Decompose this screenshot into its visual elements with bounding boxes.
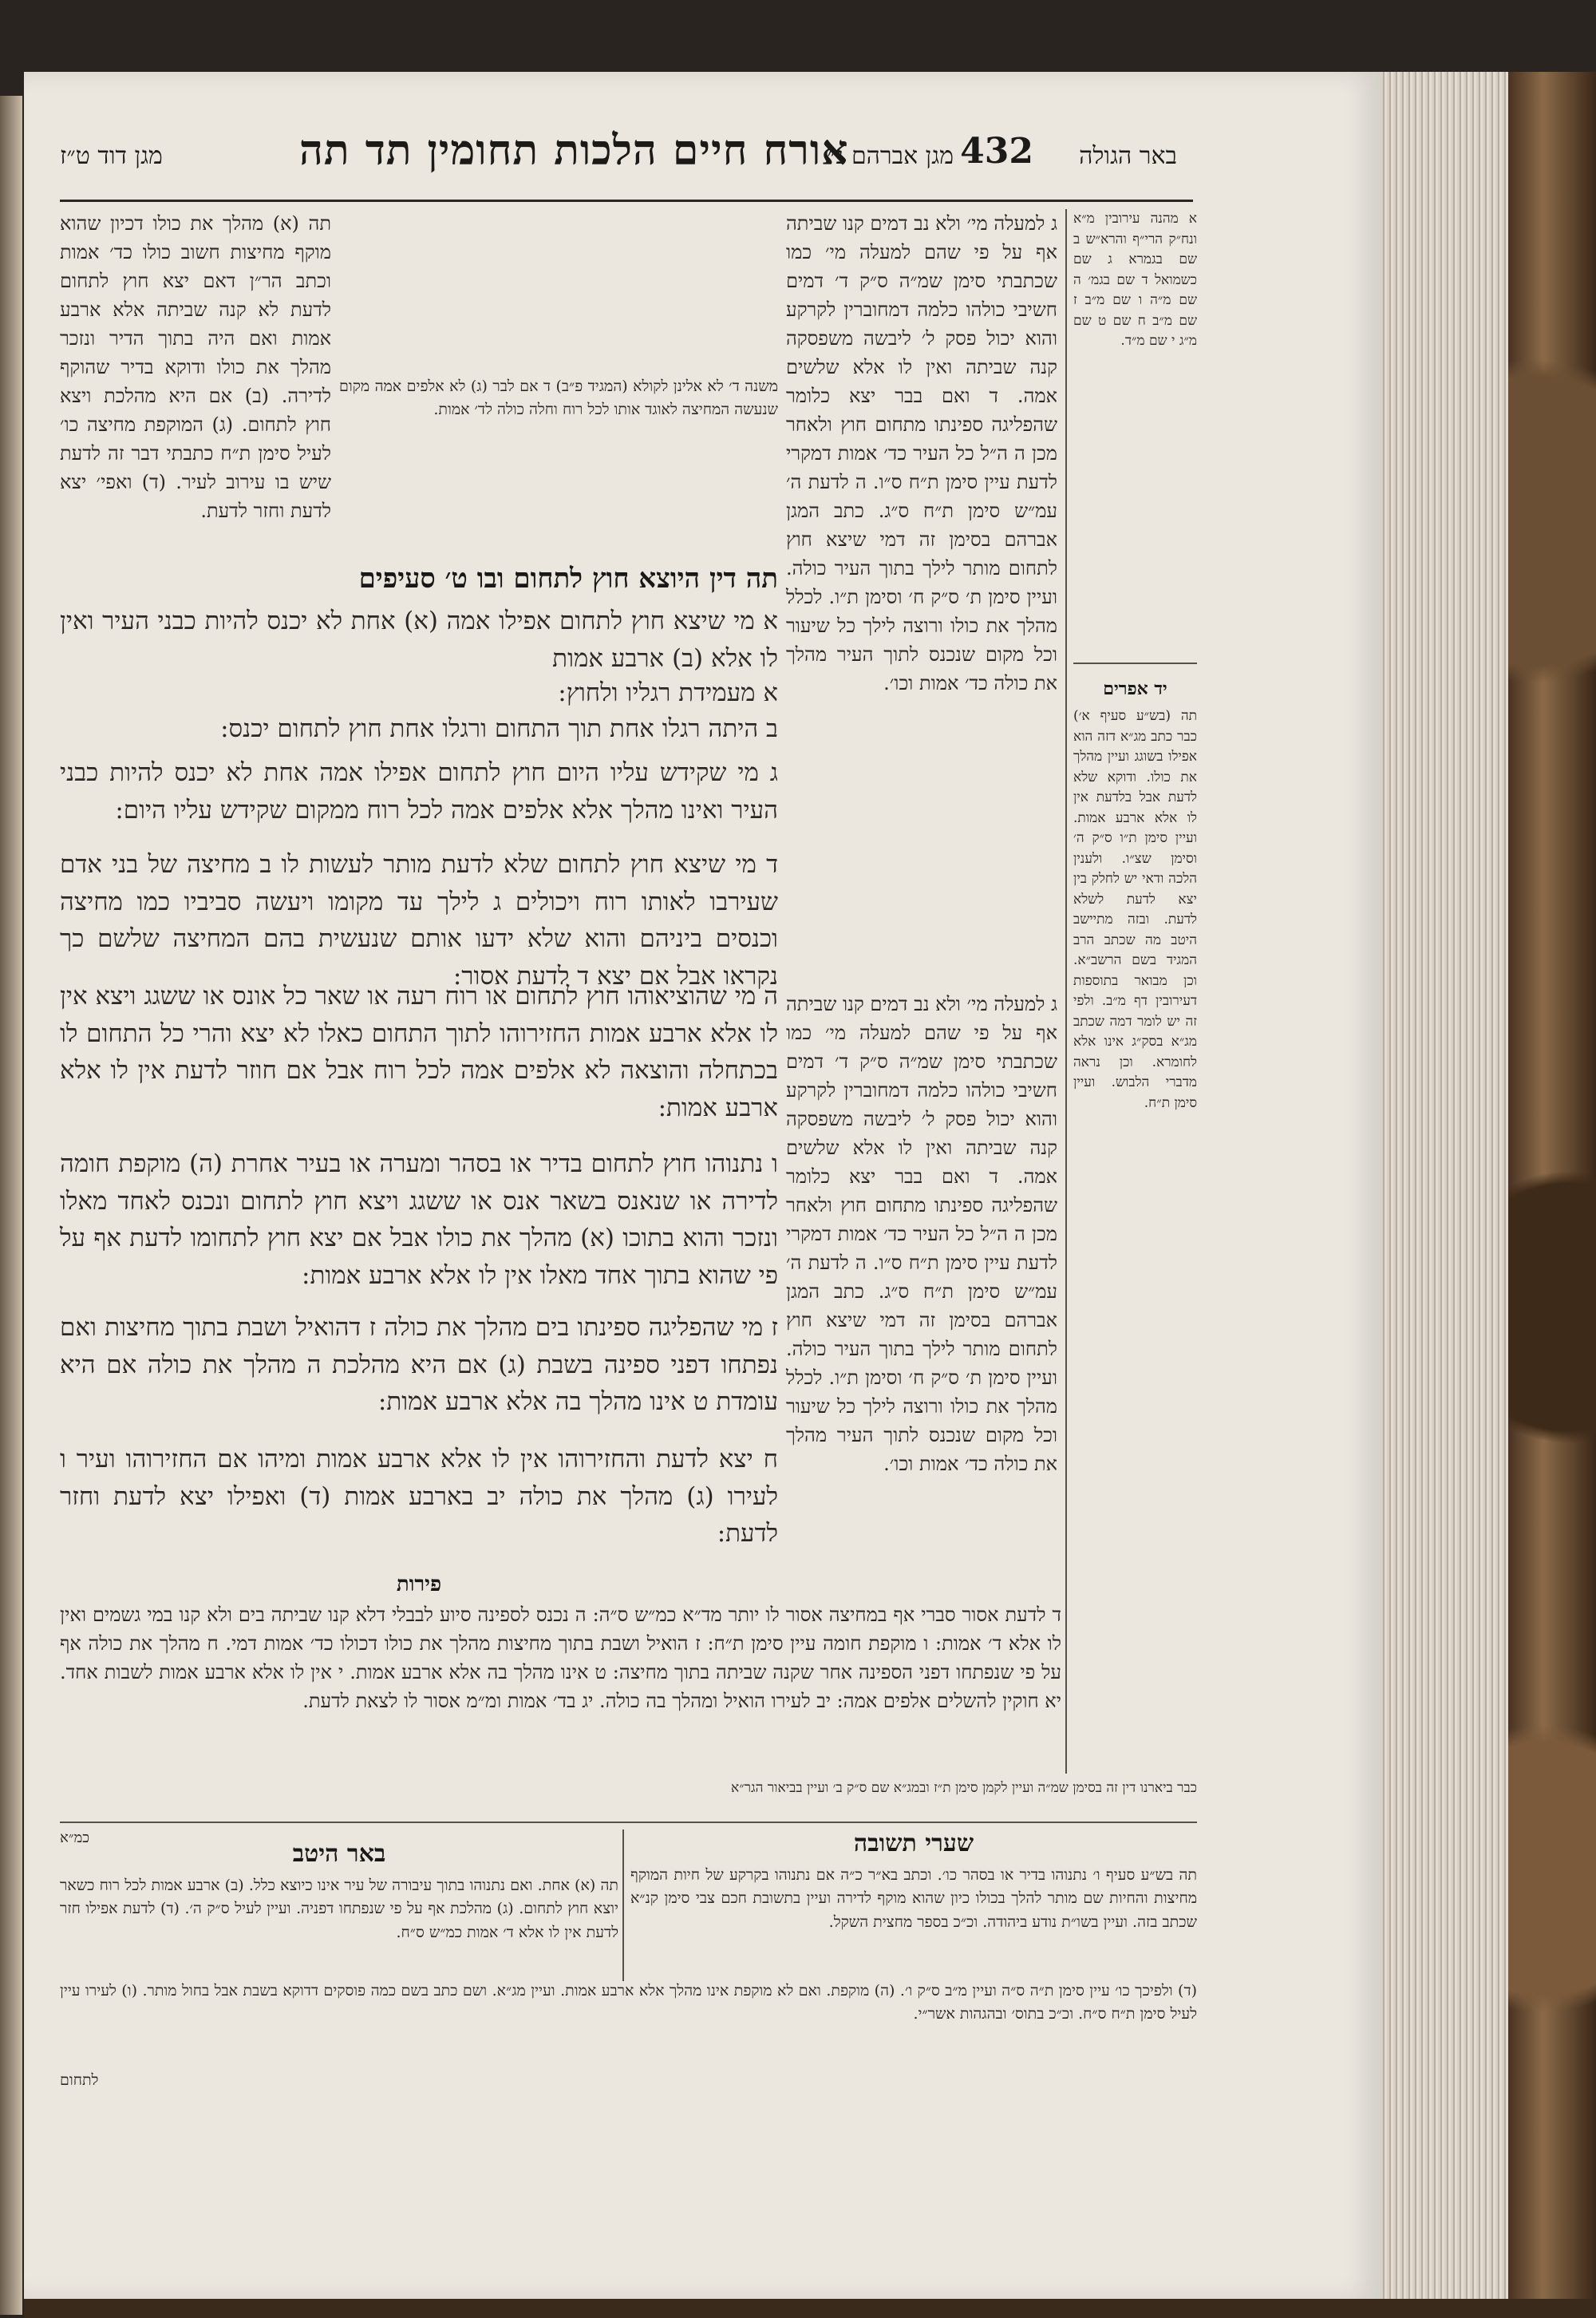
header-magen-avraham: מגן אברהם נ״: [827, 142, 954, 170]
center-small-text: משנה ד׳ לא אלינן לקולא (המגיד פ״ב) ד אם לבר (ג) לא אלפים אמה מקום שנעשה המחיצה לאוגד אותו לכל רוח וחלה כולה לד׳ אמות.: [339, 378, 778, 419]
footnote-line: כבר ביארנו דין זה בסימן שמ״ה ועיין לקמן סימן ת״ז ובמג״א שם ס״ק ב׳ ועיין בביאור הגר״א: [731, 1780, 1197, 1796]
small-stamp: כמ״א: [60, 1829, 90, 1846]
siman-heading: תה דין היוצא חוץ לתחום ובו ט׳ סעיפים: [358, 563, 778, 595]
left-page-edge: [0, 96, 22, 2315]
magen-avraham-continued: ג למעלה מי׳ ולא נב דמים קנו שביתה אף על פי שהם למעלה מי׳ כמו שכתבתי סימן שמ״ה ס״ק ד׳ דמים חשיבי כולהו כלמה דמחוברין לקרקע והוא יכול פסק ל׳ ליבשה משפסקה קנה שביתה ואין לו אלא שלשים אמה. ד ואם בבר יצא כלומר שהפליגה ספינתו מתחום חוץ ולאחר מכן ה ה״ל כל העיר כד׳ אמות דמקרי לדעת עיין סימן ת״ח ס״ו. ה לדעת ה׳ עמ״ש סימן ת״ח ס״ג. כתב המגן אברהם בסימן זה דמי שיצא חוץ לתחום מותר לילך בתוך העיר כולה. ועיין סימן ת׳ ס״ק ח׳ וסימן ת״ו. לכלל מהלך את כולו ורוצה לילך כל שיעור וכל מקום שנכנס לתוך העיר מהלך את כולה כד׳ אמות וכו׳.: [786, 993, 1057, 1475]
bottom-left-word: לתחום: [60, 2071, 99, 2089]
margin-vertical-rule: [1065, 209, 1067, 1774]
book-binding: [1508, 72, 1596, 2318]
yad-efraim-heading: יד אפרים: [1103, 678, 1167, 699]
beer-hagolah-column: א מהנה עירובין מ״א ונח״ק הרי״ף והרא״ש ב שם בגמרא ג שם כשמואל ד שם בגמ׳ ה שם מ״ה ו שם מ״ב ז שם מ״ב ח שם ט שם מ״ג י שם מ״ד.: [1073, 211, 1197, 349]
beer-heitev-text: תה (א) אחת. ואם נתנוהו בתוך עיבורה של עיר אינו כיוצא כלל. (ב) ארבע אמות לכל רוח כשאר יוצא חוץ לתחום. (ג) מהלכת אף על פי שנפתחו דפניה. ועיין לעיל ס״ק ה׳. (ד) לדעת אפילו חזר לדעת אין לו אלא ד׳ אמות כמ״ש ס״ח.: [60, 1877, 618, 1941]
header-beer-hagolah: באר הגולה: [1079, 142, 1177, 170]
seif-a-tail: א מעמידת רגליו ולחוץ:: [558, 678, 778, 707]
running-header: [60, 126, 1177, 198]
shaarei-teshuva-text: תה בש״ע סעיף ו׳ נתנוהו בדיר או בסהר כו׳. וכתב בא״ר כ״ה אם נתנוהו בקרקע של חיות המוקף מחיצות והחיות שם מותר להלך בכולו כיון שהוא מוקף לדירה ועיין בתשובת חכם צבי סימן קנ״א שכתב בזה. ועיין בשו״ת נודע ביהודה. וכ״כ בספר מחצית השקל.: [630, 1866, 1197, 1931]
page-title: אורח חיים הלכות תחומין תד תה: [299, 126, 849, 175]
seif-b: ב היתה רגלו אחת תוך התחום ורגלו אחת חוץ לתחום יכנס:: [220, 714, 778, 743]
lower-vertical-rule: [622, 1829, 624, 1981]
taz-column: תה (א) מהלך את כולו דכיון שהוא מוקף מחיצות חשוב כולו כד׳ אמות וכתב הר״ן דאם יצא חוץ לתחום לדעת לא קנה שביתה אלא ארבע אמות ואם היה בתוך הדיר ונזכר מהלך את כולו ודוקא בדיר שהוקף לדירה. (ב) אם היא מהלכת ויצא חוץ לתחום. (ג) המוקפת מחיצה כו׳ לעיל סימן ת״ח כתבתי דבר זה לדעת שיש בו עירוב לעיר. (ד) ואפי׳ יצא לדעת וחזר לדעת.: [60, 212, 331, 522]
seif-h2: ח יצא לדעת והחזירוהו אין לו אלא ארבע אמות ומיהו אם החזירוהו ועיר ו לעירו (ג) מהלך את כולה יב בארבע אמות (ד) ואפילו יצא לדעת וחזר לדעת:: [60, 1445, 778, 1548]
perushim-text: ד לדעת אסור סברי אף במחיצה אסור לו יותר מד״א כמ״ש ס״ה: ה נכנס לספינה סיוע לבבלי דלא קנו שביתה בים ולא קנו במי גשמים ואין לו אלא ד׳ אמות: ו מוקפת חומה עיין סימן ת״ח: ז הואיל ושבת בתוך מחיצות מהלך את כולו דכולו כד׳ אמות דמי. ח מהלך את כולה אף על פי שנפתחו דפני הספינה אחר שקנה שביתה בתוך מחיצה: ט אינו מהלך בה אלא ארבע אמות. י אין לו אלא ארבע אמות לשבות אחד. יא חוקין להשלים אלפים אמה: יב לעירו הואיל ומהלך בה כולה. יג בד׳ אמות ומ״מ אסור לו לצאת לדעת.: [60, 1604, 1061, 1712]
shaarei-teshuva-heading: שערי תשובה: [853, 1829, 974, 1857]
seif-d: ד מי שיצא חוץ לתחום שלא לדעת מותר לעשות לו ב מחיצה של בני אדם שעירבו לאותו רוח ויכולים ג לילך עד מקומו ויעשה סביביו כמו מחיצה וכנסים ביניהם והוא שלא ידעו אותם שנעשית בהם המחיצה שלשם כך נקראו אבל אם יצא ד לדעת אסור:: [60, 850, 778, 991]
page-number: 432: [960, 131, 1033, 172]
lower-section-rule: [60, 1822, 1197, 1823]
bottom-notes: (ד) ולפיכך כו׳ עיין סימן ת״ה ס״ה ועיין מ״ב ס״ק ו׳. (ה) מוקפת. ואם לא מוקפת אינו מהלך אלא ארבע אמות. ועיין מג״א. ושם כתב בשם כמה פוסקים דדוקא בשבת אבל בחול מותר. (ו) לעירו עיין לעיל סימן ת״ח ס״ח. וכ״כ בתוס׳ ובהגהות אשר״י.: [60, 1982, 1197, 2023]
header-magen-david: מגן דוד ט״ז: [60, 142, 163, 170]
seif-h: ה מי שהוציאוהו חוץ לתחום או רוח רעה או שאר כל אונס או ששגג ויצא אין לו אלא ארבע אמות החזירוהו לתוך התחום כאלו לא יצא והרי כל התחום לו בכתחלה והוצאה לא אלפים אמה לכל רוח אבל אם חוזר לדעת אין לו אלא ארבע אמות:: [60, 982, 778, 1122]
beer-hagolah-divider: [1073, 663, 1197, 664]
beer-heitev-heading: באר היטב: [292, 1840, 386, 1868]
book-cover-bottom: [24, 2299, 1596, 2318]
seif-g: ג מי שקידש עליו היום חוץ לתחום אפילו אמה אחת לא יכנס להיות כבני העיר ואינו מהלך אלא אלפים אמה לכל רוח ממקום שקידש עליו היום:: [60, 758, 778, 825]
page-edges: [1381, 72, 1508, 2299]
seif-a: א מי שיצא חוץ לתחום אפילו אמה (א) אחת לא יכנס להיות כבני העיר ואין לו אלא (ב) ארבע אמות: [60, 607, 778, 673]
header-rule: [60, 200, 1193, 202]
perushim-heading: פירות: [396, 1572, 442, 1596]
seif-v: ו נתנוהו חוץ לתחום בדיר או בסהר ומערה או בעיר אחרת (ה) מוקפת חומה לדירה או שנאנס בשאר אנס או ששגג ויצא חוץ לתחום ונכנס לאחד מאלו ונזכר והוא בתוכו (א) מהלך את כולו אבל אם יצא חוץ לתחומו לדעת אף על פי שהוא בתוך אחד מאלו אין לו אלא ארבע אמות:: [60, 1149, 778, 1290]
magen-avraham-column: ג למעלה מי׳ ולא נב דמים קנו שביתה אף על פי שהם למעלה מי׳ כמו שכתבתי סימן שמ״ה ס״ק ד׳ דמים חשיבי כולהו כלמה דמחוברין לקרקע והוא יכול פסק ל׳ ליבשה משפסקה קנה שביתה ואין לו אלא שלשים אמה. ד ואם בבר יצא כלומר שהפליגה ספינתו מתחום חוץ ולאחר מכן ה ה״ל כל העיר כד׳ אמות דמקרי לדעת עיין סימן ת״ח ס״ו. ה לדעת ה׳ עמ״ש סימן ת״ח ס״ג. כתב המגן אברהם בסימן זה דמי שיצא חוץ לתחום מותר לילך בתוך העיר כולה. ועיין סימן ת׳ ס״ק ח׳ וסימן ת״ו. לכלל מהלך את כולו ורוצה לילך כל שיעור וכל מקום שנכנס לתוך העיר מהלך את כולה כד׳ אמות וכו׳.: [786, 212, 1057, 694]
yad-efraim-column: תה (בש״ע סעיף א׳) כבר כתב מג״א דזה הוא אפילו בשוגג ועיין מהלך את כולו. ודוקא שלא לדעת אבל בלדעת אין לו אלא ארבע אמות. ועיין סימן ת״ו ס״ק ה׳ וסימן שצ״ו. ולענין הלכה ודאי יש לחלק בין יצא לדעת לשלא לדעת. ובזה מתיישב היטב מה שכתב הרב המגיד בשם הרשב״א. וכן מבואר בתוספות דעירובין דף מ״ב. ולפי זה יש לומר דמה שכתב מג״א בסק״ג אינו אלא לחומרא. וכן נראה מדברי הלבוש. ועיין סימן ת״ח.: [1073, 708, 1197, 1111]
seif-z: ז מי שהפליגה ספינתו בים מהלך את כולה ז דהואיל ושבת בתוך מחיצות ואם נפתחו דפני ספינה בשבת (ג) אם היא מהלכת ה מהלך את כולה אם היא עומדת ט אינו מהלך בה אלא ארבע אמות:: [60, 1313, 778, 1416]
